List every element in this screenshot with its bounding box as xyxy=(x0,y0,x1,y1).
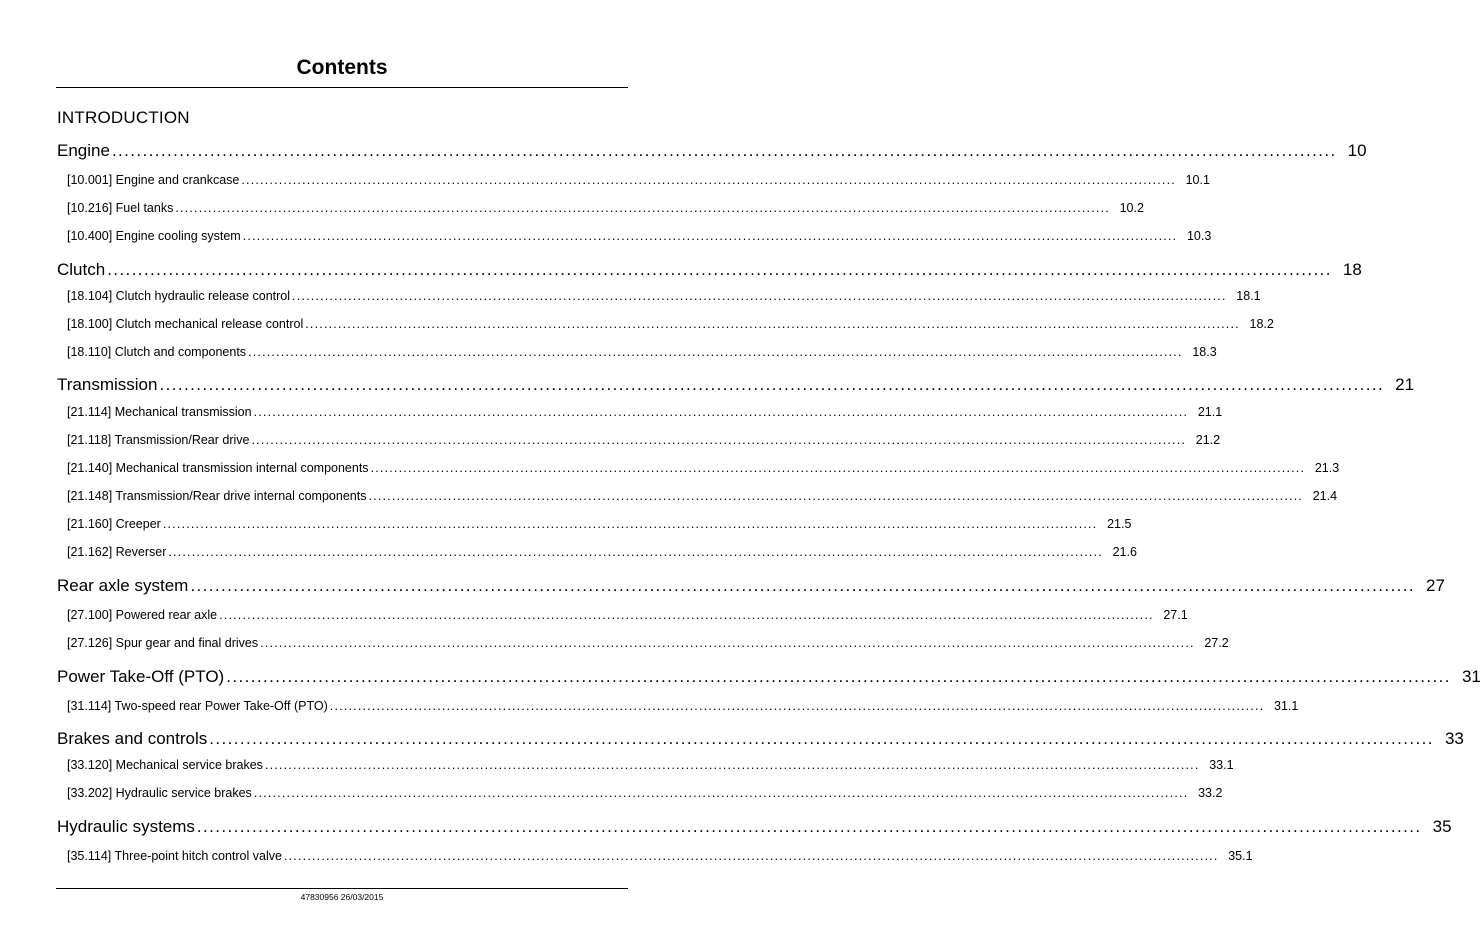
dot-leader: ........................................................................................................................................................................................................ xyxy=(370,461,1306,475)
toc-section-row[interactable] xyxy=(67,544,1137,560)
dot-leader: ........................................................................................................................................................................................................ xyxy=(226,667,1451,686)
toc-page-number: 18.2 xyxy=(1249,317,1274,331)
toc-page-number: 35.1 xyxy=(1228,849,1253,863)
toc-entry-label: [10.400] Engine cooling system xyxy=(67,229,241,243)
toc-page-number: 33.1 xyxy=(1209,758,1234,772)
dot-leader: ........................................................................................................................................................................................................ xyxy=(111,141,1337,160)
toc-entry-label: Hydraulic systems xyxy=(57,817,195,836)
dot-leader: ........................................................................................................................................................................................................ xyxy=(305,317,1240,331)
intro-heading: INTRODUCTION xyxy=(57,108,190,127)
toc-section-row[interactable] xyxy=(67,785,1223,801)
toc-entry-label: Clutch xyxy=(57,260,106,279)
dot-leader: ........................................................................................................................................................................................................ xyxy=(248,345,1183,359)
toc-chapter-row[interactable] xyxy=(57,728,1464,750)
dot-leader: ........................................................................................................................................................................................................ xyxy=(260,636,1195,650)
toc-page-number: 21.4 xyxy=(1312,489,1338,503)
toc-page-number: 27.2 xyxy=(1204,636,1229,650)
toc-page-number: 33 xyxy=(1444,729,1464,748)
dot-leader: ........................................................................................................................................................................................................ xyxy=(168,545,1103,559)
dot-leader: ........................................................................................................................................................................................................ xyxy=(162,517,1098,531)
toc-entry-label: [21.114] Mechanical transmission xyxy=(67,405,252,419)
dot-leader: ........................................................................................................................................................................................................ xyxy=(159,375,1385,394)
toc-page-number: 27.1 xyxy=(1163,608,1188,622)
toc-section-row[interactable] xyxy=(67,404,1223,420)
toc-entry-label: [31.114] Two-speed rear Power Take-Off (PTO) xyxy=(67,699,328,713)
toc-page-number: 10 xyxy=(1347,141,1367,160)
dot-leader: ........................................................................................................................................................................................................ xyxy=(196,817,1422,836)
toc-section-row[interactable] xyxy=(67,635,1229,651)
toc-entry-label: [33.202] Hydraulic service brakes xyxy=(67,786,252,800)
dot-leader: ........................................................................................................................................................................................................ xyxy=(241,173,1176,187)
dot-leader: ........................................................................................................................................................................................................ xyxy=(175,201,1110,215)
toc-section-row[interactable] xyxy=(67,288,1261,304)
toc-section-row[interactable] xyxy=(67,848,1253,864)
toc-page-number: 31.1 xyxy=(1274,699,1299,713)
dot-leader: ........................................................................................................................................................................................................ xyxy=(283,849,1219,863)
toc-chapter-row[interactable] xyxy=(57,140,1367,162)
toc-entry-label: [33.120] Mechanical service brakes xyxy=(67,758,263,772)
toc-entry-label: [10.001] Engine and crankcase xyxy=(67,173,240,187)
page-footer: 47830956 26/03/2015 xyxy=(300,892,384,902)
toc-entry-label: Transmission xyxy=(57,375,158,394)
toc-section-row[interactable] xyxy=(67,172,1210,188)
toc-page-number: 10.1 xyxy=(1185,173,1210,187)
bottom-rule xyxy=(56,888,628,889)
toc-section-row[interactable] xyxy=(67,316,1274,332)
toc-section-row[interactable] xyxy=(67,200,1144,216)
toc-page-number: 35 xyxy=(1432,817,1452,836)
toc-section-row[interactable] xyxy=(67,228,1212,244)
toc-page-number: 27 xyxy=(1426,576,1445,595)
dot-leader: ........................................................................................................................................................................................................ xyxy=(190,576,1415,595)
toc-entry-label: [21.140] Mechanical transmission internal components xyxy=(67,461,369,475)
dot-leader: ........................................................................................................................................................................................................ xyxy=(107,260,1332,279)
dot-leader: ........................................................................................................................................................................................................ xyxy=(219,608,1154,622)
toc-entry-label: [10.216] Fuel tanks xyxy=(67,201,174,215)
toc-entry-label: [21.162] Reverser xyxy=(67,545,167,559)
toc-entry-label: [18.110] Clutch and components xyxy=(67,345,247,359)
toc-page-number: 21.5 xyxy=(1107,517,1132,531)
page-title: Contents xyxy=(296,56,388,79)
toc-entry-label: [35.114] Three-point hitch control valve xyxy=(67,849,282,863)
toc-entry-label: [27.126] Spur gear and final drives xyxy=(67,636,259,650)
toc-page-number: 18 xyxy=(1342,260,1362,279)
dot-leader: ........................................................................................................................................................................................................ xyxy=(209,729,1434,748)
toc-entry-label: [21.148] Transmission/Rear drive internal components xyxy=(67,489,367,503)
toc-page-number: 10.3 xyxy=(1186,229,1212,243)
toc-chapter-row[interactable] xyxy=(57,816,1452,838)
toc-section-row[interactable] xyxy=(67,698,1299,714)
toc-section-row[interactable] xyxy=(67,344,1217,360)
toc-page-number: 21.3 xyxy=(1314,461,1340,475)
toc-chapter-row[interactable] xyxy=(57,666,1481,688)
toc-page-number: 21.1 xyxy=(1197,405,1223,419)
toc-page-number: 21.6 xyxy=(1112,545,1137,559)
toc-chapter-row[interactable] xyxy=(57,374,1415,396)
toc-section-row[interactable] xyxy=(67,460,1340,476)
dot-leader: ........................................................................................................................................................................................................ xyxy=(242,229,1178,243)
toc-entry-label: [21.118] Transmission/Rear drive xyxy=(67,433,250,447)
toc-page-number: 21 xyxy=(1395,375,1415,394)
toc-entry-label: [27.100] Powered rear axle xyxy=(67,608,218,622)
top-rule xyxy=(56,87,628,88)
toc-entry-label: Power Take-Off (PTO) xyxy=(57,667,225,686)
dot-leader: ........................................................................................................................................................................................................ xyxy=(251,433,1187,447)
toc-section-row[interactable] xyxy=(67,432,1221,448)
toc-chapter-row[interactable] xyxy=(57,575,1445,597)
toc-section-row[interactable] xyxy=(67,488,1338,504)
toc-entry-label: Rear axle system xyxy=(57,576,189,595)
dot-leader: ........................................................................................................................................................................................................ xyxy=(264,758,1200,772)
dot-leader: ........................................................................................................................................................................................................ xyxy=(253,786,1189,800)
toc-entry-label: [18.104] Clutch hydraulic release control xyxy=(67,289,291,303)
toc-section-row[interactable] xyxy=(67,516,1132,532)
dot-leader: ........................................................................................................................................................................................................ xyxy=(253,405,1189,419)
toc-chapter-row[interactable] xyxy=(57,259,1362,281)
dot-leader: ........................................................................................................................................................................................................ xyxy=(368,489,1304,503)
toc-section-row[interactable] xyxy=(67,607,1188,623)
toc-page-number: 18.3 xyxy=(1192,345,1217,359)
dot-leader: ........................................................................................................................................................................................................ xyxy=(292,289,1227,303)
toc-page-number: 31 xyxy=(1461,667,1481,686)
toc-entry-label: Engine xyxy=(57,141,110,160)
toc-entry-label: [18.100] Clutch mechanical release control xyxy=(67,317,304,331)
toc-page-number: 33.2 xyxy=(1198,786,1223,800)
dot-leader: ........................................................................................................................................................................................................ xyxy=(329,699,1265,713)
toc-page-number: 18.1 xyxy=(1236,289,1261,303)
toc-page-number: 21.2 xyxy=(1195,433,1221,447)
toc-entry-label: [21.160] Creeper xyxy=(67,517,161,531)
toc-section-row[interactable] xyxy=(67,757,1234,773)
toc-entry-label: Brakes and controls xyxy=(57,729,208,748)
toc-page-number: 10.2 xyxy=(1119,201,1144,215)
